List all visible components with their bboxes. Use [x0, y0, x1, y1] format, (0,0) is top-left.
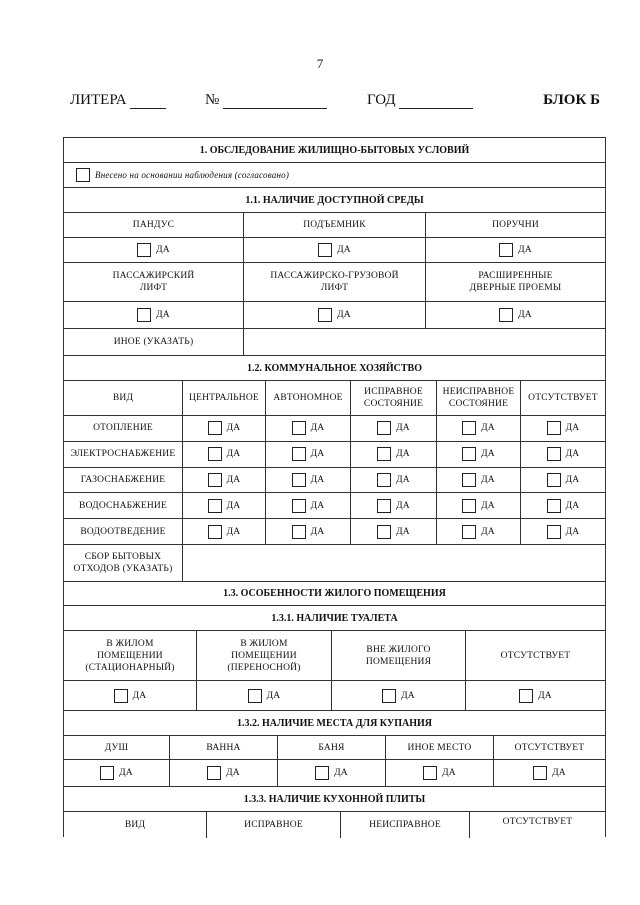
waste-input-area[interactable] [183, 545, 605, 581]
col-working: ИСПРАВНОЕ СОСТОЯНИЕ [351, 381, 437, 415]
yes-label: ДА [226, 449, 241, 460]
yes-label: ДА [310, 526, 325, 537]
gas-faulty-checkbox[interactable] [462, 473, 495, 487]
toilet-outside-checkbox[interactable] [382, 689, 415, 703]
section-1-title: 1. ОБСЛЕДОВАНИЕ ЖИЛИЩНО-БЫТОВЫХ УСЛОВИЙ [199, 144, 470, 156]
section-1-3-1-title: 1.3.1. НАЛИЧИЕ ТУАЛЕТА [271, 612, 398, 624]
yes-label: ДА [310, 423, 325, 434]
accessibility-row-1-checks [64, 238, 605, 263]
heating-absent-checkbox[interactable] [547, 421, 580, 435]
yes-label: ДА [156, 245, 170, 255]
waste-row [64, 545, 605, 582]
heating-central-checkbox[interactable] [208, 421, 241, 435]
yes-label: ДА [310, 449, 325, 460]
checkbox-square[interactable] [499, 243, 513, 257]
yes-label: ДА [552, 768, 566, 778]
yes-label: ДА [401, 690, 415, 701]
checkbox-square[interactable] [114, 689, 128, 703]
checkbox-square[interactable] [462, 447, 476, 461]
yes-label: ДА [565, 449, 580, 460]
yes-label: ДА [396, 526, 410, 537]
water-faulty-checkbox[interactable] [462, 499, 495, 513]
stove-faulty-label: НЕИСПРАВНОЕ [341, 812, 470, 838]
yes-label: ДА [226, 474, 241, 485]
checkbox-square[interactable] [76, 168, 90, 182]
yes-label: ДА [337, 245, 351, 255]
year-label: ГОД [367, 92, 396, 108]
shower-label: ДУШ [64, 736, 170, 759]
utility-row-water [64, 493, 605, 519]
ramp-checkbox[interactable] [137, 243, 170, 257]
yes-label: ДА [396, 423, 410, 434]
checkbox-square[interactable] [292, 447, 306, 461]
section-1-1-header [64, 188, 605, 213]
checkbox-square[interactable] [519, 689, 533, 703]
checkbox-square[interactable] [377, 499, 391, 513]
freight-lift-checkbox[interactable] [318, 308, 351, 322]
number-input-line[interactable] [223, 94, 327, 109]
toilet-header-row [64, 631, 605, 681]
checkbox-square[interactable] [100, 766, 114, 780]
stove-type-label: ВИД [64, 812, 207, 838]
observation-note: Внесено на основании наблюдения (согласовано) [95, 170, 290, 180]
checkbox-square[interactable] [318, 243, 332, 257]
utilities-header-row [64, 381, 605, 416]
utility-row-electricity [64, 442, 605, 468]
yes-label: ДА [396, 500, 410, 511]
yes-label: ДА [481, 500, 495, 511]
accessibility-row-2-labels [64, 263, 605, 302]
bath-other-checkbox[interactable] [423, 766, 456, 780]
yes-label: ДА [518, 310, 532, 320]
heating-faulty-checkbox[interactable] [462, 421, 495, 435]
yes-label: ДА [132, 690, 147, 701]
litera-label: ЛИТЕРА [70, 92, 127, 108]
gas-absent-checkbox[interactable] [547, 473, 580, 487]
block-label: БЛОК Б [543, 92, 600, 108]
stove-working-label: ИСПРАВНОЕ [207, 812, 341, 838]
checkbox-square[interactable] [208, 447, 222, 461]
toilet-outside-label: ВНЕ ЖИЛОГО ПОМЕЩЕНИЯ [332, 631, 466, 680]
water-central-checkbox[interactable] [208, 499, 241, 513]
checkbox-square[interactable] [292, 525, 306, 539]
heating-autonomous-checkbox[interactable] [292, 421, 325, 435]
year-field [367, 92, 473, 109]
sewerage-faulty-checkbox[interactable] [462, 525, 495, 539]
other-label: ИНОЕ (УКАЗАТЬ) [64, 329, 244, 355]
sauna-checkbox[interactable] [315, 766, 348, 780]
stove-absent-label: ОТСУТСТВУЕТ [502, 817, 573, 827]
survey-form [63, 137, 606, 837]
checkbox-square[interactable] [533, 766, 547, 780]
litera-input-line[interactable] [130, 94, 166, 109]
freight-lift-label: ПАССАЖИРСКО-ГРУЗОВОЙ ЛИФТ [244, 263, 426, 301]
bath-label-row [64, 736, 605, 760]
water-absent-checkbox[interactable] [547, 499, 580, 513]
checkbox-square[interactable] [462, 473, 476, 487]
water-autonomous-checkbox[interactable] [292, 499, 325, 513]
utility-row-gas [64, 468, 605, 494]
utility-label-heating: ОТОПЛЕНИЕ [64, 416, 183, 441]
utility-row-heating [64, 416, 605, 442]
sauna-label: БАНЯ [278, 736, 386, 759]
page-number: 7 [316, 56, 324, 71]
yes-label: ДА [119, 768, 133, 778]
checkbox-square[interactable] [208, 473, 222, 487]
checkbox-square[interactable] [207, 766, 221, 780]
checkbox-square[interactable] [377, 525, 391, 539]
yes-label: ДА [442, 768, 456, 778]
waste-label: СБОР БЫТОВЫХ ОТХОДОВ (УКАЗАТЬ) [64, 545, 183, 581]
passenger-lift-checkbox[interactable] [137, 308, 170, 322]
accessibility-row-1-labels [64, 213, 605, 238]
bath-absent-label: ОТСУТСТВУЕТ [514, 742, 585, 753]
yes-label: ДА [565, 500, 580, 511]
checkbox-square[interactable] [547, 525, 561, 539]
checkbox-square[interactable] [499, 308, 513, 322]
toilet-absent-label: ОТСУТСТВУЕТ [500, 650, 571, 661]
sewerage-autonomous-checkbox[interactable] [292, 525, 325, 539]
form-header [70, 92, 600, 110]
other-input-area[interactable] [244, 329, 605, 355]
toilet-portable-checkbox[interactable] [248, 689, 281, 703]
shower-checkbox[interactable] [100, 766, 133, 780]
bath-absent-checkbox[interactable] [533, 766, 566, 780]
accessibility-row-2-checks [64, 302, 605, 329]
checkbox-square[interactable] [248, 689, 262, 703]
wide-doors-label: РАСШИРЕННЫЕ ДВЕРНЫЕ ПРОЕМЫ [469, 271, 562, 293]
ramp-label: ПАНДУС [64, 213, 244, 237]
col-faulty: НЕИСПРАВНОЕ СОСТОЯНИЕ [437, 381, 521, 415]
handrails-checkbox[interactable] [499, 243, 532, 257]
section-1-1-title: 1.1. НАЛИЧИЕ ДОСТУПНОЙ СРЕДЫ [245, 194, 424, 206]
yes-label: ДА [337, 310, 351, 320]
col-central: ЦЕНТРАЛЬНОЕ [183, 381, 266, 415]
bath-check-row [64, 760, 605, 787]
section-1-3-3-title: 1.3.3. НАЛИЧИЕ КУХОННОЙ ПЛИТЫ [243, 793, 426, 805]
checkbox-square[interactable] [315, 766, 329, 780]
section-1-3-1-header [64, 606, 605, 631]
checkbox-square[interactable] [547, 499, 561, 513]
checkbox-square[interactable] [137, 243, 151, 257]
checkbox-square[interactable] [462, 499, 476, 513]
checkbox-square[interactable] [462, 525, 476, 539]
bathtub-checkbox[interactable] [207, 766, 240, 780]
observation-note-row [64, 163, 605, 188]
water-working-checkbox[interactable] [377, 499, 410, 513]
checkbox-square[interactable] [547, 447, 561, 461]
utility-label-electricity: ЭЛЕКТРОСНАБЖЕНИЕ [64, 442, 183, 467]
checkbox-square[interactable] [208, 525, 222, 539]
section-1-3-header [64, 582, 605, 606]
bathtub-label: ВАННА [170, 736, 278, 759]
yes-label: ДА [156, 310, 170, 320]
gas-autonomous-checkbox[interactable] [292, 473, 325, 487]
stove-label-row [64, 812, 605, 838]
yes-label: ДА [518, 245, 532, 255]
checkbox-square[interactable] [377, 421, 391, 435]
electricity-absent-checkbox[interactable] [547, 447, 580, 461]
sewerage-central-checkbox[interactable] [208, 525, 241, 539]
yes-label: ДА [310, 474, 325, 485]
col-absent: ОТСУТСТВУЕТ [528, 393, 598, 403]
passenger-lift-label: ПАССАЖИРСКИЙ ЛИФТ [64, 263, 244, 301]
checkbox-square[interactable] [318, 308, 332, 322]
yes-label: ДА [481, 423, 495, 434]
lift-platform-label: ПОДЪЕМНИК [244, 213, 426, 237]
yes-label: ДА [396, 474, 410, 485]
checkbox-square[interactable] [137, 308, 151, 322]
checkbox-square[interactable] [377, 473, 391, 487]
year-input-line[interactable] [399, 94, 473, 109]
yes-label: ДА [565, 423, 580, 434]
accessibility-other-row [64, 329, 605, 356]
section-1-3-2-title: 1.3.2. НАЛИЧИЕ МЕСТА ДЛЯ КУПАНИЯ [237, 717, 432, 729]
checkbox-square[interactable] [423, 766, 437, 780]
checkbox-square[interactable] [377, 447, 391, 461]
yes-label: ДА [538, 690, 552, 701]
yes-label: ДА [226, 768, 240, 778]
yes-label: ДА [334, 768, 348, 778]
gas-central-checkbox[interactable] [208, 473, 241, 487]
section-1-2-header [64, 356, 605, 381]
section-1-header [64, 138, 605, 163]
sewerage-working-checkbox[interactable] [377, 525, 410, 539]
handrails-label: ПОРУЧНИ [492, 220, 539, 230]
utility-row-sewerage [64, 519, 605, 545]
yes-label: ДА [310, 500, 325, 511]
checkbox-square[interactable] [208, 499, 222, 513]
utility-label-water: ВОДОСНАБЖЕНИЕ [64, 493, 183, 518]
electricity-faulty-checkbox[interactable] [462, 447, 495, 461]
litera-field [70, 92, 166, 109]
toilet-portable-label: В ЖИЛОМ ПОМЕЩЕНИИ (ПЕРЕНОСНОЙ) [197, 631, 332, 680]
checkbox-square[interactable] [292, 473, 306, 487]
checkbox-square[interactable] [382, 689, 396, 703]
lift-platform-checkbox[interactable] [318, 243, 351, 257]
electricity-central-checkbox[interactable] [208, 447, 241, 461]
checkbox-square[interactable] [462, 421, 476, 435]
utility-label-gas: ГАЗОСНАБЖЕНИЕ [64, 468, 183, 493]
yes-label: ДА [481, 526, 495, 537]
electricity-working-checkbox[interactable] [377, 447, 410, 461]
toilet-stationary-label: В ЖИЛОМ ПОМЕЩЕНИИ (СТАЦИОНАРНЫЙ) [64, 631, 197, 680]
sewerage-absent-checkbox[interactable] [547, 525, 580, 539]
yes-label: ДА [226, 526, 241, 537]
checkbox-square[interactable] [547, 473, 561, 487]
yes-label: ДА [481, 474, 495, 485]
checkbox-square[interactable] [292, 499, 306, 513]
section-1-3-2-header [64, 711, 605, 736]
yes-label: ДА [481, 449, 495, 460]
toilet-stationary-checkbox[interactable] [114, 689, 147, 703]
section-1-3-title: 1.3. ОСОБЕННОСТИ ЖИЛОГО ПОМЕЩЕНИЯ [223, 588, 446, 599]
checkbox-square[interactable] [547, 421, 561, 435]
yes-label: ДА [565, 474, 580, 485]
yes-label: ДА [565, 526, 580, 537]
yes-label: ДА [226, 500, 241, 511]
wide-doors-checkbox[interactable] [499, 308, 532, 322]
yes-label: ДА [226, 423, 241, 434]
electricity-autonomous-checkbox[interactable] [292, 447, 325, 461]
heating-working-checkbox[interactable] [377, 421, 410, 435]
utility-label-sewerage: ВОДООТВЕДЕНИЕ [64, 519, 183, 544]
section-1-3-3-header [64, 787, 605, 812]
number-label: № [205, 92, 220, 108]
yes-label: ДА [396, 449, 410, 460]
number-field [205, 92, 327, 109]
observation-checkbox[interactable] [76, 168, 289, 182]
checkbox-square[interactable] [208, 421, 222, 435]
toilet-check-row [64, 681, 605, 711]
checkbox-square[interactable] [292, 421, 306, 435]
yes-label: ДА [266, 690, 281, 701]
bath-other-label: ИНОЕ МЕСТО [386, 736, 494, 759]
col-autonomous: АВТОНОМНОЕ [266, 381, 351, 415]
toilet-absent-checkbox[interactable] [519, 689, 552, 703]
gas-working-checkbox[interactable] [377, 473, 410, 487]
section-1-2-title: 1.2. КОММУНАЛЬНОЕ ХОЗЯЙСТВО [246, 362, 422, 374]
col-type: ВИД [64, 381, 183, 415]
